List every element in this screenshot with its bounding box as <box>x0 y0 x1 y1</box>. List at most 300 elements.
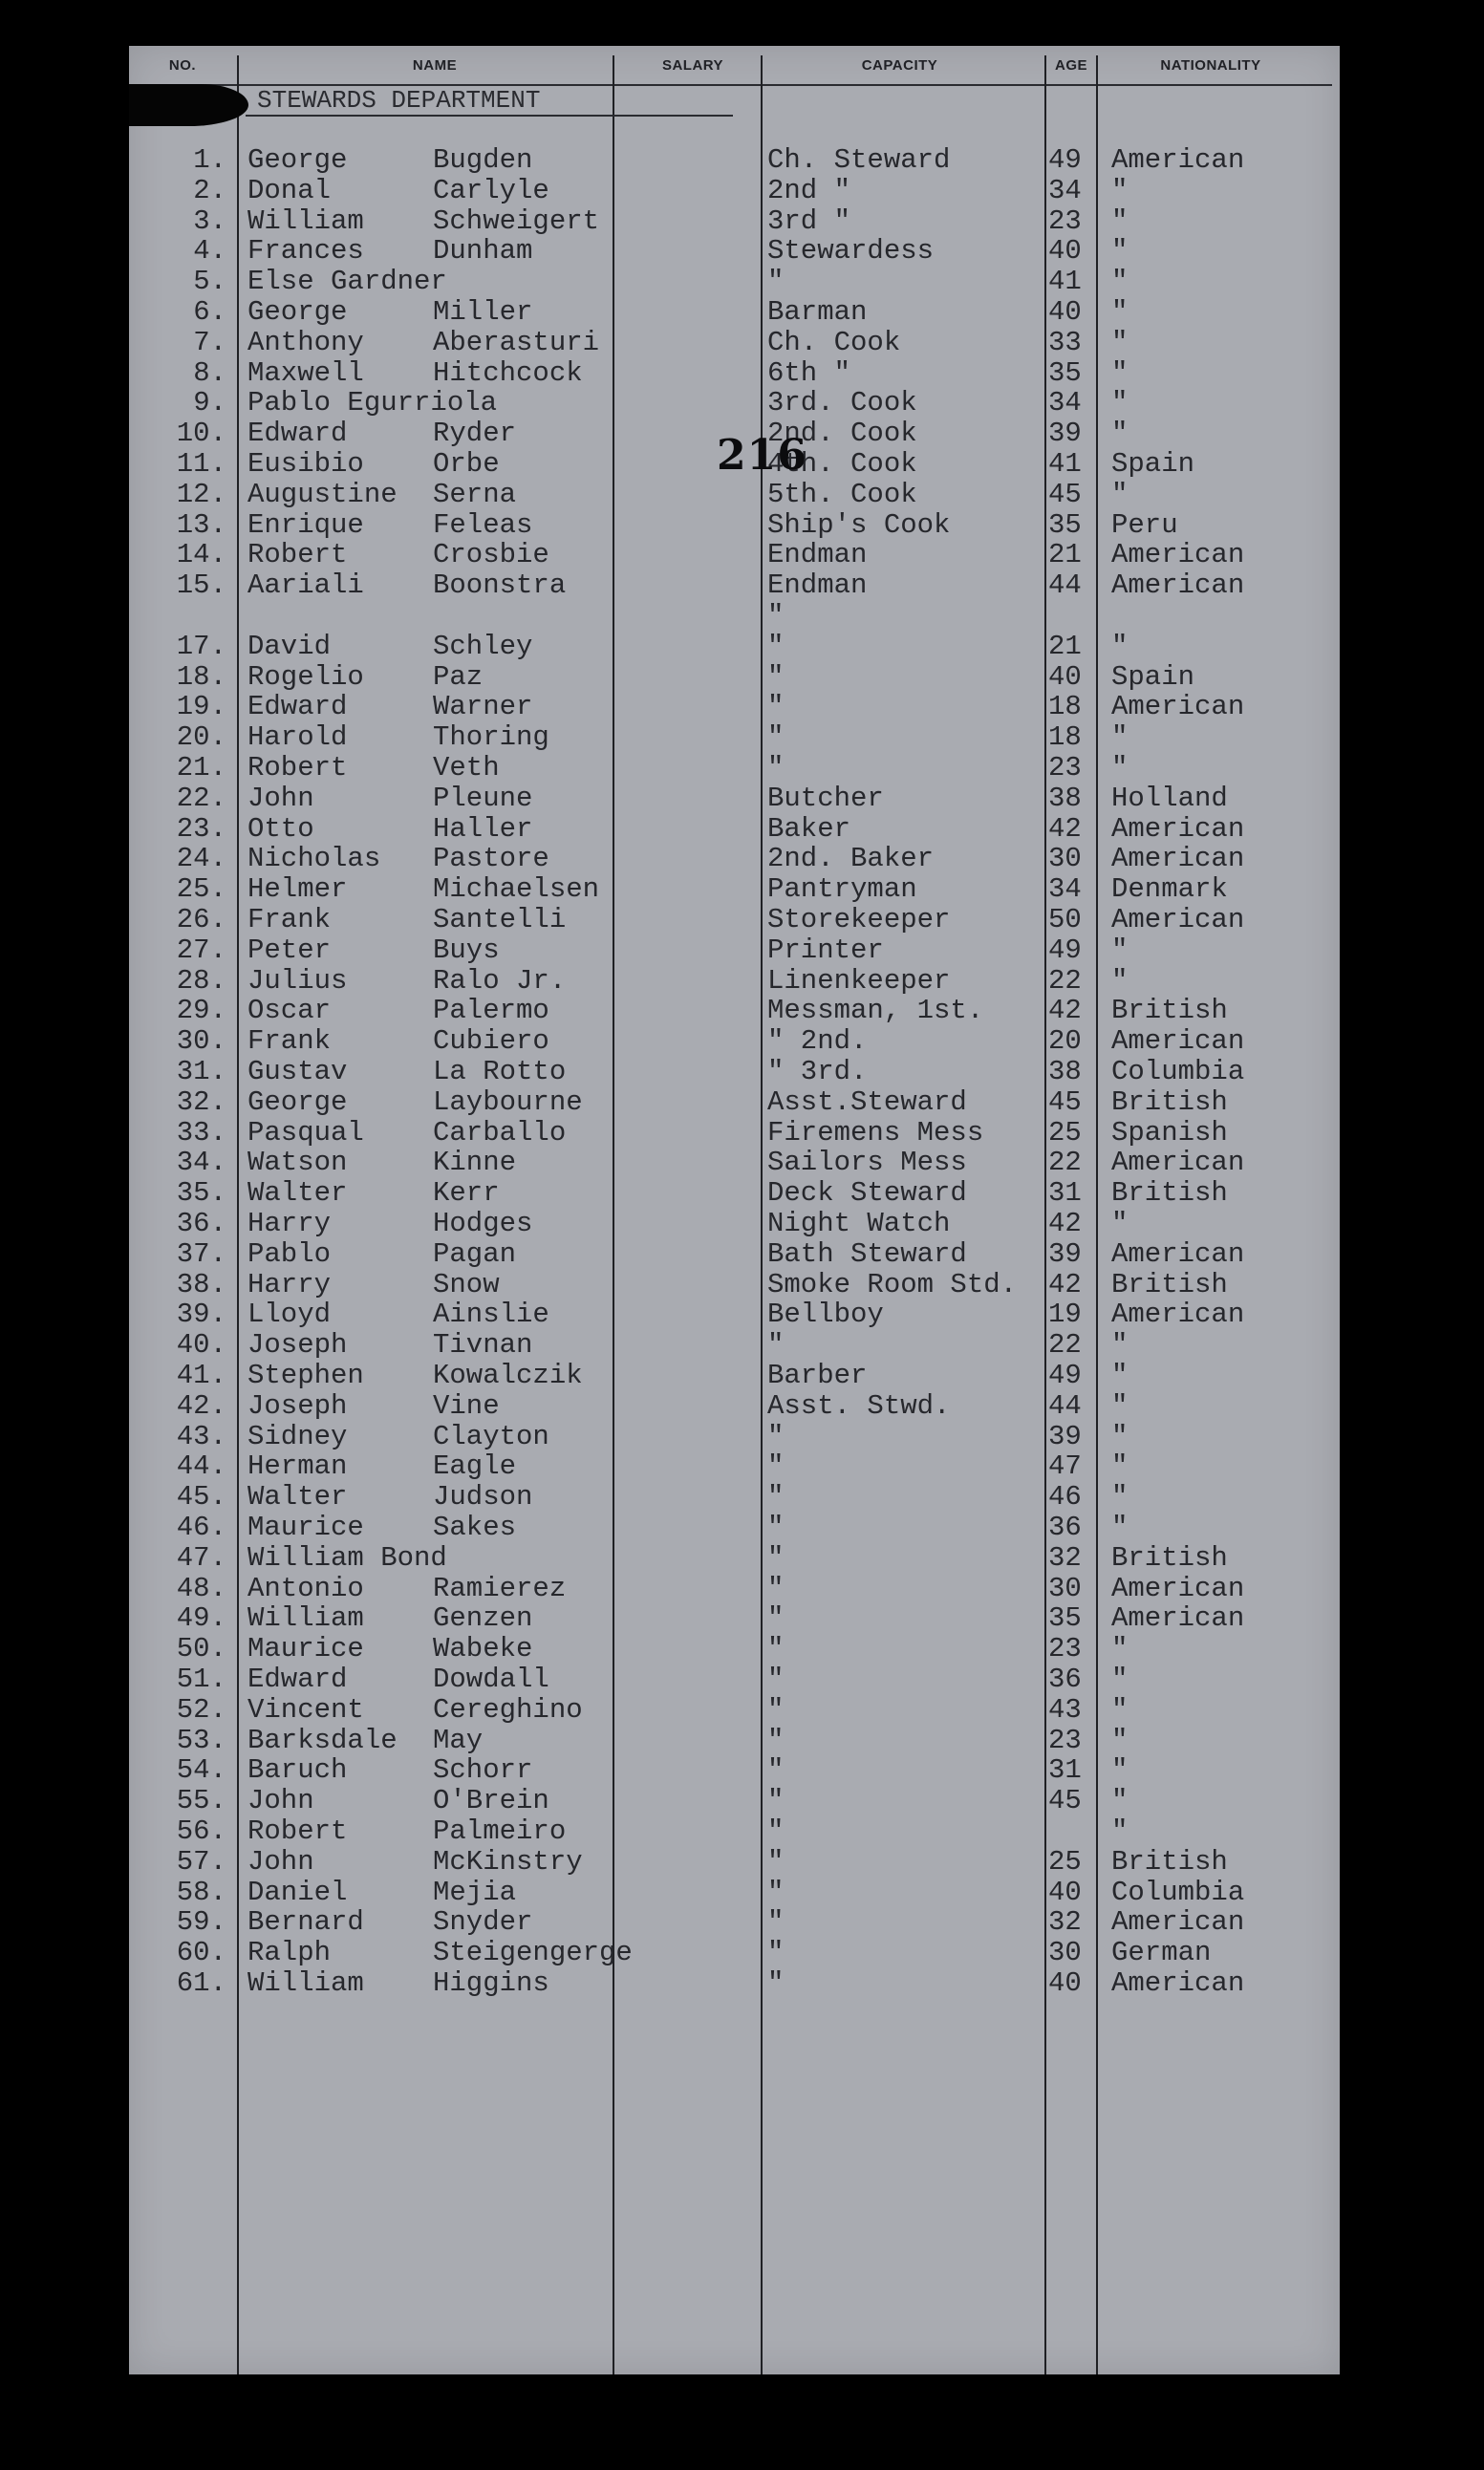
age: 36 <box>1048 1512 1082 1543</box>
age: 30 <box>1048 843 1082 875</box>
nationality: " <box>1111 630 1129 662</box>
table-row <box>129 1634 1340 1664</box>
first-name: Frank <box>247 904 332 935</box>
nationality: " <box>1111 235 1129 268</box>
last-name: Pastore <box>433 843 549 875</box>
age: 23 <box>1048 752 1082 784</box>
row-number: 43. <box>176 1420 226 1452</box>
capacity: " <box>767 600 785 632</box>
first-name: John <box>247 1845 314 1878</box>
row-number: 45. <box>176 1481 226 1514</box>
nationality: American <box>1111 1967 1245 1999</box>
table-row <box>129 1543 1340 1573</box>
last-name: McKinstry <box>433 1845 583 1878</box>
nationality: American <box>1111 1025 1245 1058</box>
last-name: Wabeke <box>433 1633 533 1665</box>
row-number: 29. <box>176 995 226 1027</box>
page-number-stamp: 216 <box>717 431 807 480</box>
first-name: Robert <box>247 539 348 571</box>
first-name: Daniel <box>247 1876 348 1908</box>
capacity: " <box>767 1329 785 1362</box>
last-name: Orbe <box>433 448 500 480</box>
first-name: Aariali <box>247 569 364 602</box>
row-number: 39. <box>176 1299 226 1331</box>
first-name: Peter <box>247 934 332 966</box>
nationality: American <box>1111 1906 1245 1939</box>
capacity: 2nd. Baker <box>767 843 935 875</box>
first-name: Edward <box>247 691 348 723</box>
table-row <box>129 388 1340 418</box>
last-name: Palermo <box>433 995 549 1027</box>
row-number: 12. <box>176 478 226 510</box>
age: 30 <box>1048 1937 1082 1969</box>
nationality: American <box>1111 1237 1245 1270</box>
age: 42 <box>1048 1208 1082 1239</box>
table-row <box>129 1755 1340 1785</box>
age: 41 <box>1048 266 1082 298</box>
nationality: " <box>1111 1633 1129 1665</box>
first-name: Antonio <box>247 1572 364 1604</box>
table-row <box>129 1574 1340 1603</box>
table-row <box>129 540 1340 569</box>
first-name: Nicholas <box>247 843 381 875</box>
age: 34 <box>1048 873 1082 906</box>
capacity: Ship's Cook <box>767 508 951 541</box>
ink-blot <box>129 84 248 126</box>
nationality: " <box>1111 174 1129 206</box>
last-name: Santelli <box>433 904 567 935</box>
capacity: Barber <box>767 1360 868 1391</box>
header-salary: SALARY <box>661 57 724 74</box>
nationality: American <box>1111 1572 1245 1604</box>
first-name: Julius <box>247 964 348 997</box>
row-number: 4. <box>193 235 226 268</box>
nationality: American <box>1111 812 1245 845</box>
first-name: Pablo <box>247 1237 332 1270</box>
capacity: " <box>767 1785 785 1817</box>
nationality: " <box>1111 266 1129 298</box>
capacity: " <box>767 266 785 298</box>
first-name: Helmer <box>247 873 348 906</box>
table-row <box>129 814 1340 844</box>
first-name: Rogelio <box>247 660 364 693</box>
age: 50 <box>1048 904 1082 935</box>
row-number: 10. <box>176 418 226 450</box>
capacity: " <box>767 1541 785 1574</box>
row-number: 38. <box>176 1268 226 1300</box>
capacity: Linenkeeper <box>767 964 951 997</box>
capacity: " <box>767 721 785 754</box>
age: 40 <box>1048 660 1082 693</box>
first-name: William <box>247 1602 364 1635</box>
capacity: " <box>767 1633 785 1665</box>
table-row <box>129 206 1340 236</box>
capacity: " <box>767 1937 785 1969</box>
row-number: 1. <box>193 144 226 176</box>
age: 23 <box>1048 204 1082 237</box>
last-name: Feleas <box>433 508 533 541</box>
nationality: American <box>1111 539 1245 571</box>
row-number: 15. <box>176 569 226 602</box>
last-name: Steigengerge <box>433 1937 633 1969</box>
last-name: Dunham <box>433 235 533 268</box>
first-name: Maxwell <box>247 356 364 389</box>
row-number: 53. <box>176 1724 226 1756</box>
nationality: Columbia <box>1111 1056 1245 1087</box>
last-name: Ramierez <box>433 1572 567 1604</box>
age: 40 <box>1048 235 1082 268</box>
first-name: Watson <box>247 1147 348 1179</box>
capacity: Endman <box>767 539 868 571</box>
nationality: " <box>1111 1785 1129 1817</box>
row-number: 32. <box>176 1085 226 1118</box>
last-name: Thoring <box>433 721 549 754</box>
first-name: Edward <box>247 1664 348 1695</box>
row-number: 35. <box>176 1177 226 1210</box>
last-name: Higgins <box>433 1967 549 1999</box>
nationality: " <box>1111 1208 1129 1239</box>
nationality: " <box>1111 1420 1129 1452</box>
last-name: Bugden <box>433 144 533 176</box>
first-name: Edward <box>247 418 348 450</box>
age: 25 <box>1048 1116 1082 1149</box>
nationality: " <box>1111 1389 1129 1422</box>
first-name: Ralph <box>247 1937 332 1969</box>
capacity: " <box>767 1481 785 1514</box>
capacity: " <box>767 630 785 662</box>
first-name: George <box>247 144 348 176</box>
age: 47 <box>1048 1450 1082 1483</box>
first-name: Donal <box>247 174 332 206</box>
first-name: Barksdale <box>247 1724 398 1756</box>
capacity: Smoke Room Std. <box>767 1268 1018 1300</box>
age: 34 <box>1048 174 1082 206</box>
table-row <box>129 510 1340 540</box>
first-name: Robert <box>247 752 348 784</box>
first-name: Vincent <box>247 1693 364 1726</box>
table-row <box>129 1209 1340 1238</box>
first-name: Walter <box>247 1481 348 1514</box>
table-row <box>129 996 1340 1025</box>
table-row <box>129 692 1340 721</box>
header-nationality: NATIONALITY <box>1160 57 1261 74</box>
age: 23 <box>1048 1633 1082 1665</box>
first-name: Eusibio <box>247 448 364 480</box>
first-name: Stephen <box>247 1360 364 1391</box>
first-name: John <box>247 782 314 814</box>
table-row <box>129 297 1340 327</box>
table-row <box>129 1330 1340 1360</box>
age: 20 <box>1048 1025 1082 1058</box>
last-name: Hodges <box>433 1208 533 1239</box>
header-age: AGE <box>1054 57 1087 74</box>
table-row <box>129 935 1340 965</box>
capacity: Bellboy <box>767 1299 884 1331</box>
nationality: Columbia <box>1111 1876 1245 1908</box>
first-name: Otto <box>247 812 314 845</box>
last-name: Genzen <box>433 1602 533 1635</box>
last-name: O'Brein <box>433 1785 549 1817</box>
first-name: Maurice <box>247 1633 364 1665</box>
capacity: Firemens Mess <box>767 1116 984 1149</box>
row-number: 23. <box>176 812 226 845</box>
last-name: Carlyle <box>433 174 549 206</box>
row-number: 57. <box>176 1845 226 1878</box>
table-row <box>129 1118 1340 1148</box>
nationality: " <box>1111 1329 1129 1362</box>
last-name: Mejia <box>433 1876 517 1908</box>
capacity: Endman <box>767 569 868 602</box>
age: 45 <box>1048 478 1082 510</box>
first-name: George <box>247 296 348 328</box>
table-row <box>129 1087 1340 1117</box>
last-name: Ainslie <box>433 1299 549 1331</box>
table-row <box>129 1968 1340 1998</box>
row-number: 6. <box>193 296 226 328</box>
age: 33 <box>1048 326 1082 358</box>
nationality: " <box>1111 204 1129 237</box>
age: 21 <box>1048 539 1082 571</box>
age: 35 <box>1048 508 1082 541</box>
nationality: British <box>1111 1541 1228 1574</box>
last-name: Carballo <box>433 1116 567 1149</box>
last-name: Pleune <box>433 782 533 814</box>
capacity: 3rd " <box>767 204 851 237</box>
nationality: " <box>1111 934 1129 966</box>
row-number: 11. <box>176 448 226 480</box>
nationality: " <box>1111 478 1129 510</box>
row-number: 59. <box>176 1906 226 1939</box>
capacity: " <box>767 1906 785 1939</box>
nationality: British <box>1111 1845 1228 1878</box>
nationality: British <box>1111 1177 1228 1210</box>
table-row <box>129 145 1340 175</box>
nationality: German <box>1111 1937 1212 1969</box>
nationality: " <box>1111 387 1129 419</box>
nationality: Spain <box>1111 448 1195 480</box>
age: 45 <box>1048 1085 1082 1118</box>
last-name: Cubiero <box>433 1025 549 1058</box>
row-number: 8. <box>193 356 226 389</box>
last-name: Vine <box>433 1389 500 1422</box>
last-name: Veth <box>433 752 500 784</box>
capacity: Stewardess <box>767 235 935 268</box>
row-number: 24. <box>176 843 226 875</box>
header-capacity: CAPACITY <box>861 57 938 74</box>
nationality: " <box>1111 1693 1129 1726</box>
nationality: " <box>1111 1450 1129 1483</box>
capacity: " <box>767 660 785 693</box>
age: 34 <box>1048 387 1082 419</box>
row-number: 22. <box>176 782 226 814</box>
age: 19 <box>1048 1299 1082 1331</box>
capacity: Night Watch <box>767 1208 951 1239</box>
last-name: Ryder <box>433 418 517 450</box>
row-number: 21. <box>176 752 226 784</box>
table-row <box>129 1482 1340 1512</box>
last-name: Cereghino <box>433 1693 583 1726</box>
first-name: Gustav <box>247 1056 348 1087</box>
nationality: American <box>1111 843 1245 875</box>
row-number: 41. <box>176 1360 226 1391</box>
nationality: " <box>1111 1724 1129 1756</box>
last-name: Paz <box>433 660 484 693</box>
age: 18 <box>1048 721 1082 754</box>
row-number: 37. <box>176 1237 226 1270</box>
table-row <box>129 328 1340 357</box>
capacity: " <box>767 1815 785 1847</box>
row-number: 36. <box>176 1208 226 1239</box>
age: 39 <box>1048 1237 1082 1270</box>
age: 35 <box>1048 356 1082 389</box>
capacity: " <box>767 1602 785 1635</box>
last-name: Schweigert <box>433 204 600 237</box>
capacity: " <box>767 1967 785 1999</box>
capacity: 5th. Cook <box>767 478 917 510</box>
table-row <box>129 1513 1340 1542</box>
age: 45 <box>1048 1785 1082 1817</box>
last-name: Kowalczik <box>433 1360 583 1391</box>
capacity: Butcher <box>767 782 884 814</box>
age: 30 <box>1048 1572 1082 1604</box>
age: 41 <box>1048 448 1082 480</box>
table-row <box>129 1665 1340 1694</box>
last-name: Crosbie <box>433 539 549 571</box>
nationality: American <box>1111 1299 1245 1331</box>
row-number: 58. <box>176 1876 226 1908</box>
table-row <box>129 236 1340 266</box>
last-name: Warner <box>433 691 533 723</box>
last-name: Palmeiro <box>433 1815 567 1847</box>
nationality: British <box>1111 1268 1228 1300</box>
first-name: William Bond <box>247 1541 447 1574</box>
last-name: Tivnan <box>433 1329 533 1362</box>
last-name: Haller <box>433 812 533 845</box>
first-name: David <box>247 630 332 662</box>
capacity: Asst.Steward <box>767 1085 967 1118</box>
nationality: " <box>1111 1664 1129 1695</box>
row-number: 31. <box>176 1056 226 1087</box>
first-name: Frances <box>247 235 364 268</box>
age: 38 <box>1048 782 1082 814</box>
row-number: 26. <box>176 904 226 935</box>
first-name: Joseph <box>247 1389 348 1422</box>
last-name: Judson <box>433 1481 533 1514</box>
row-number: 14. <box>176 539 226 571</box>
table-row <box>129 1239 1340 1269</box>
capacity: Storekeeper <box>767 904 951 935</box>
capacity: Printer <box>767 934 884 966</box>
last-name: Kerr <box>433 1177 500 1210</box>
table-row <box>129 874 1340 904</box>
age: 39 <box>1048 418 1082 450</box>
table-row <box>129 1361 1340 1390</box>
age: 49 <box>1048 934 1082 966</box>
last-name: Aberasturi <box>433 326 600 358</box>
row-number: 51. <box>176 1664 226 1695</box>
age: 25 <box>1048 1845 1082 1878</box>
capacity: 2nd. Cook <box>767 418 917 450</box>
age: 42 <box>1048 812 1082 845</box>
age: 49 <box>1048 1360 1082 1391</box>
nationality: British <box>1111 995 1228 1027</box>
nationality: " <box>1111 1815 1129 1847</box>
row-number: 17. <box>176 630 226 662</box>
nationality: Denmark <box>1111 873 1228 906</box>
row-number: 60. <box>176 1937 226 1969</box>
table-row <box>129 570 1340 600</box>
capacity: Deck Steward <box>767 1177 967 1210</box>
table-row <box>129 753 1340 783</box>
nationality: Spanish <box>1111 1116 1228 1149</box>
header-name: NAME <box>412 57 458 74</box>
table-row <box>129 1299 1340 1329</box>
capacity: 3rd. Cook <box>767 387 917 419</box>
row-number: 56. <box>176 1815 226 1847</box>
nationality: " <box>1111 326 1129 358</box>
nationality: " <box>1111 1754 1129 1787</box>
age: 44 <box>1048 1389 1082 1422</box>
nationality: " <box>1111 964 1129 997</box>
row-number: 47. <box>176 1541 226 1574</box>
first-name: Walter <box>247 1177 348 1210</box>
row-number: 25. <box>176 873 226 906</box>
age: 36 <box>1048 1664 1082 1695</box>
table-row <box>129 1907 1340 1937</box>
last-name: Kinne <box>433 1147 517 1179</box>
nationality: British <box>1111 1085 1228 1118</box>
nationality: " <box>1111 1481 1129 1514</box>
row-number: 40. <box>176 1329 226 1362</box>
first-name: Pasqual <box>247 1116 364 1149</box>
first-name: Robert <box>247 1815 348 1847</box>
capacity: " <box>767 1754 785 1787</box>
first-name: Augustine <box>247 478 398 510</box>
nationality: " <box>1111 296 1129 328</box>
capacity: " <box>767 1420 785 1452</box>
capacity: " 3rd. <box>767 1056 868 1087</box>
table-row <box>129 1603 1340 1633</box>
last-name: Sakes <box>433 1512 517 1543</box>
table-row <box>129 176 1340 205</box>
row-number: 19. <box>176 691 226 723</box>
capacity: 2nd " <box>767 174 851 206</box>
row-number: 20. <box>176 721 226 754</box>
capacity: Asst. Stwd. <box>767 1389 951 1422</box>
nationality: American <box>1111 1147 1245 1179</box>
last-name: Eagle <box>433 1450 517 1483</box>
last-name: Michaelsen <box>433 873 600 906</box>
table-row <box>129 1816 1340 1846</box>
capacity: " <box>767 752 785 784</box>
nationality: " <box>1111 1360 1129 1391</box>
table-row <box>129 662 1340 692</box>
capacity: " <box>767 1724 785 1756</box>
table-row <box>129 601 1340 631</box>
age: 22 <box>1048 1329 1082 1362</box>
age: 22 <box>1048 964 1082 997</box>
row-number: 2. <box>193 174 226 206</box>
row-number: 28. <box>176 964 226 997</box>
capacity: " <box>767 1845 785 1878</box>
row-number: 33. <box>176 1116 226 1149</box>
age: 39 <box>1048 1420 1082 1452</box>
header-no: NO. <box>168 57 197 74</box>
table-row <box>129 1726 1340 1755</box>
nationality: American <box>1111 569 1245 602</box>
first-name: John <box>247 1785 314 1817</box>
table-row <box>129 1695 1340 1725</box>
